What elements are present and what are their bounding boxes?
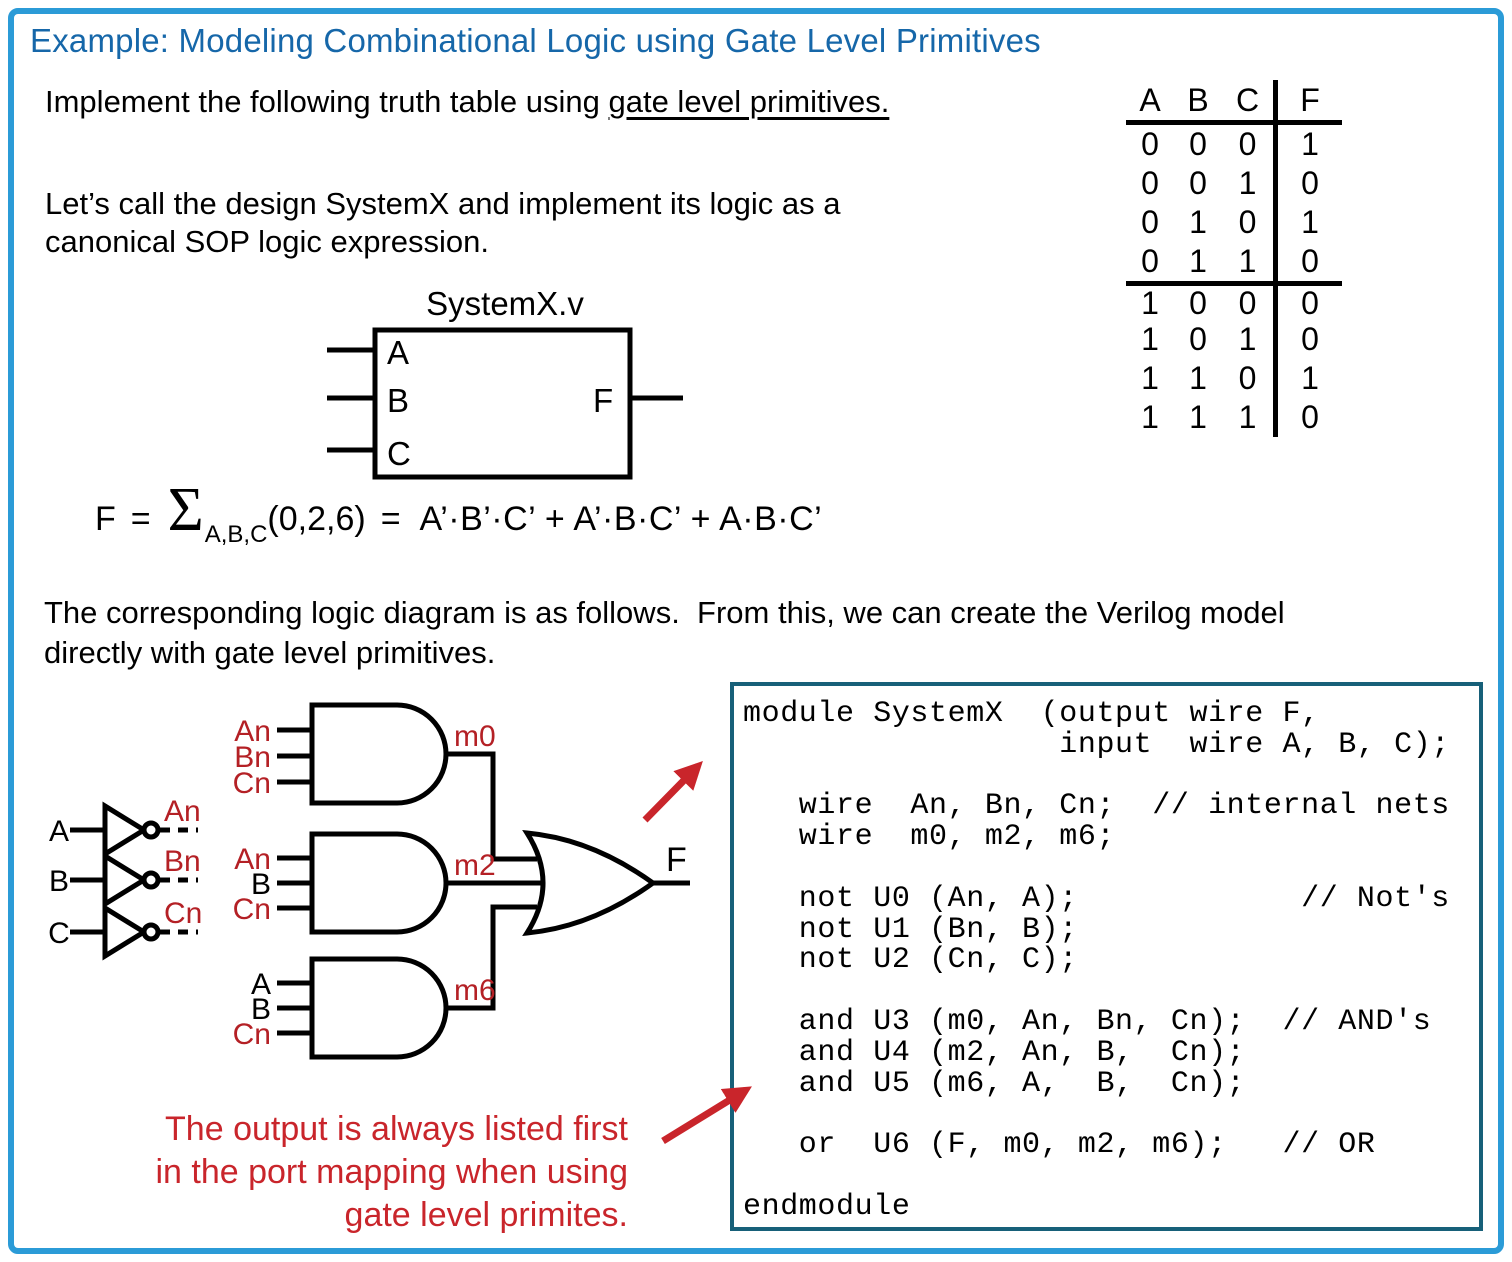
truth-table-header: F (1278, 80, 1342, 125)
and-input-label: Cn (232, 1018, 271, 1051)
truth-table-cell: 0 (1141, 165, 1159, 201)
truth-table-cell: 1 (1301, 126, 1319, 162)
arrow-to-code-top (645, 766, 698, 820)
truth-table-cell: 0 (1301, 165, 1319, 201)
truth-table-cell: 0 (1301, 321, 1319, 357)
intro-text (45, 84, 889, 120)
truth-table-header: B (1174, 80, 1222, 125)
truth-table-cell: 0 (1222, 125, 1278, 164)
port-label-c: C (387, 435, 411, 472)
systemx-block-diagram (325, 278, 705, 488)
and-input-label: An (234, 715, 271, 748)
code-line (743, 851, 1479, 882)
truth-table-cell: 0 (1174, 281, 1222, 320)
port-label-b: B (387, 382, 410, 419)
truth-table-cell: 0 (1301, 399, 1319, 435)
eq-minterms: (0,2,6) (267, 500, 366, 538)
code-line: endmodule (743, 1189, 911, 1224)
block-caption: SystemX.v (426, 285, 584, 322)
wire-m0 (446, 754, 537, 859)
not-output-label: Cn (164, 897, 203, 930)
eq-equals: = (130, 500, 151, 538)
port-label-f: F (593, 382, 614, 419)
not-input-label: A (48, 815, 70, 848)
truth-table-cell: 0 (1222, 203, 1278, 242)
truth-table-cell: 1 (1141, 399, 1159, 435)
not-gate-c (48, 897, 202, 956)
truth-table-cell: 0 (1301, 243, 1319, 279)
code-line: and U3 (m0, An, Bn, Cn); // AND's (743, 1004, 1432, 1039)
truth-table-cell: 1 (1189, 399, 1207, 435)
truth-table-cell: 0 (1222, 281, 1278, 320)
code-line: not U2 (Cn, C); (743, 943, 1078, 978)
page-title: Example: Modeling Combinational Logic using Gate Level Primitives (30, 22, 1041, 59)
verilog-code-box (730, 682, 1483, 1231)
truth-table-cell: 0 (1278, 281, 1342, 320)
eq-equals: = (380, 500, 401, 538)
code-line (743, 1097, 1479, 1128)
block-box (375, 330, 630, 477)
diagram-text-line: directly with gate level primitives. (44, 635, 496, 670)
truth-table-cell: 0 (1141, 126, 1159, 162)
code-line (743, 759, 1479, 790)
truth-table-cell: 1 (1141, 321, 1159, 357)
code-line: and U4 (m2, An, B, Cn); (743, 1035, 1246, 1070)
eq-expression: A’·B’·C’ + A’·B·C’ + A·B·C’ (419, 500, 823, 538)
truth-table-cell: 1 (1141, 360, 1159, 396)
and-input-label: Cn (232, 767, 271, 800)
truth-table-cell: 0 (1141, 243, 1159, 279)
sop-text-line: canonical SOP logic expression. (45, 224, 490, 259)
code-line: input wire A, B, C); (743, 727, 1450, 762)
truth-table-cell: 0 (1222, 359, 1278, 398)
note-line: in the port mapping when using (155, 1153, 628, 1191)
code-line: wire m0, m2, m6; (743, 820, 1116, 855)
truth-table-header: A (1126, 80, 1174, 125)
not-output-label: An (164, 795, 201, 828)
port-label-a: A (387, 334, 410, 371)
truth-table-cell: 1 (1189, 243, 1207, 279)
or-output-label: F (666, 841, 687, 879)
truth-table-cell: 0 (1189, 126, 1207, 162)
truth-table-cell: 1 (1189, 360, 1207, 396)
intro-text-plain: Implement the following truth table using (45, 84, 609, 119)
code-line: not U1 (Bn, B); (743, 912, 1078, 947)
note-line: gate level primites. (344, 1196, 628, 1234)
code-line: and U5 (m6, A, B, Cn); (743, 1066, 1246, 1101)
intro-text-underlined: gate level primitives. (608, 84, 890, 119)
code-line: module SystemX (output wire F, (743, 697, 1320, 731)
sop-equation: F = Σ A,B,C (0,2,6) = A’·B’·C’ + A’·B·C’ + A·B·C’ (95, 476, 823, 548)
truth-table-cell: 0 (1189, 321, 1207, 357)
truth-table-cell: 1 (1301, 360, 1319, 396)
diagram-text-line: The corresponding logic diagram is as follows. From this, we can create the Verilog model (44, 595, 1285, 630)
diagram-text (44, 593, 1285, 673)
and-input-label: A (250, 968, 271, 1001)
truth-table-cell: 1 (1189, 204, 1207, 240)
code-line (743, 974, 1479, 1005)
code-line: or U6 (F, m0, m2, m6); // OR (743, 1128, 1376, 1163)
sop-text-line: Let’s call the design SystemX and implement its logic as a (45, 186, 841, 221)
note-line: The output is always listed first (165, 1110, 628, 1148)
code-line: wire An, Bn, Cn; // internal nets (743, 789, 1450, 824)
or-gate (527, 833, 690, 933)
and-output-label: m2 (454, 849, 496, 882)
sigma-subscript: A,B,C (204, 521, 268, 548)
truth-table-header: C (1222, 80, 1278, 125)
and-input-label: Bn (234, 741, 271, 774)
not-gate-b (49, 845, 201, 904)
and-output-label: m6 (454, 974, 496, 1007)
and-input-label: Cn (232, 893, 271, 926)
not-input-label: B (48, 865, 70, 898)
port-mapping-note (128, 1108, 628, 1237)
not-output-label: Bn (164, 845, 201, 878)
and-input-label: B (250, 993, 271, 1026)
truth-table-cell: 1 (1301, 204, 1319, 240)
logic-diagram (30, 690, 770, 1160)
truth-table-cell: 1 (1222, 320, 1278, 359)
code-line (743, 1159, 1479, 1190)
and-input-label: An (234, 843, 271, 876)
truth-table-cell: 1 (1126, 281, 1174, 320)
eq-lhs: F (95, 500, 116, 538)
truth-table-cell: 0 (1189, 165, 1207, 201)
truth-table-cell: 1 (1222, 164, 1278, 203)
and-output-label: m0 (454, 720, 496, 753)
truth-table-cell: 1 (1222, 398, 1278, 437)
truth-table-cell: 1 (1222, 242, 1278, 281)
truth-table (1126, 80, 1342, 437)
not-input-label: C (48, 917, 70, 950)
code-line: not U0 (An, A); // Not's (743, 881, 1450, 916)
and-input-label: B (250, 868, 271, 901)
truth-table-cell: 0 (1141, 204, 1159, 240)
verilog-code (734, 686, 1479, 1224)
arrow-to-code-bottom (663, 1090, 746, 1141)
sop-text (45, 185, 841, 261)
